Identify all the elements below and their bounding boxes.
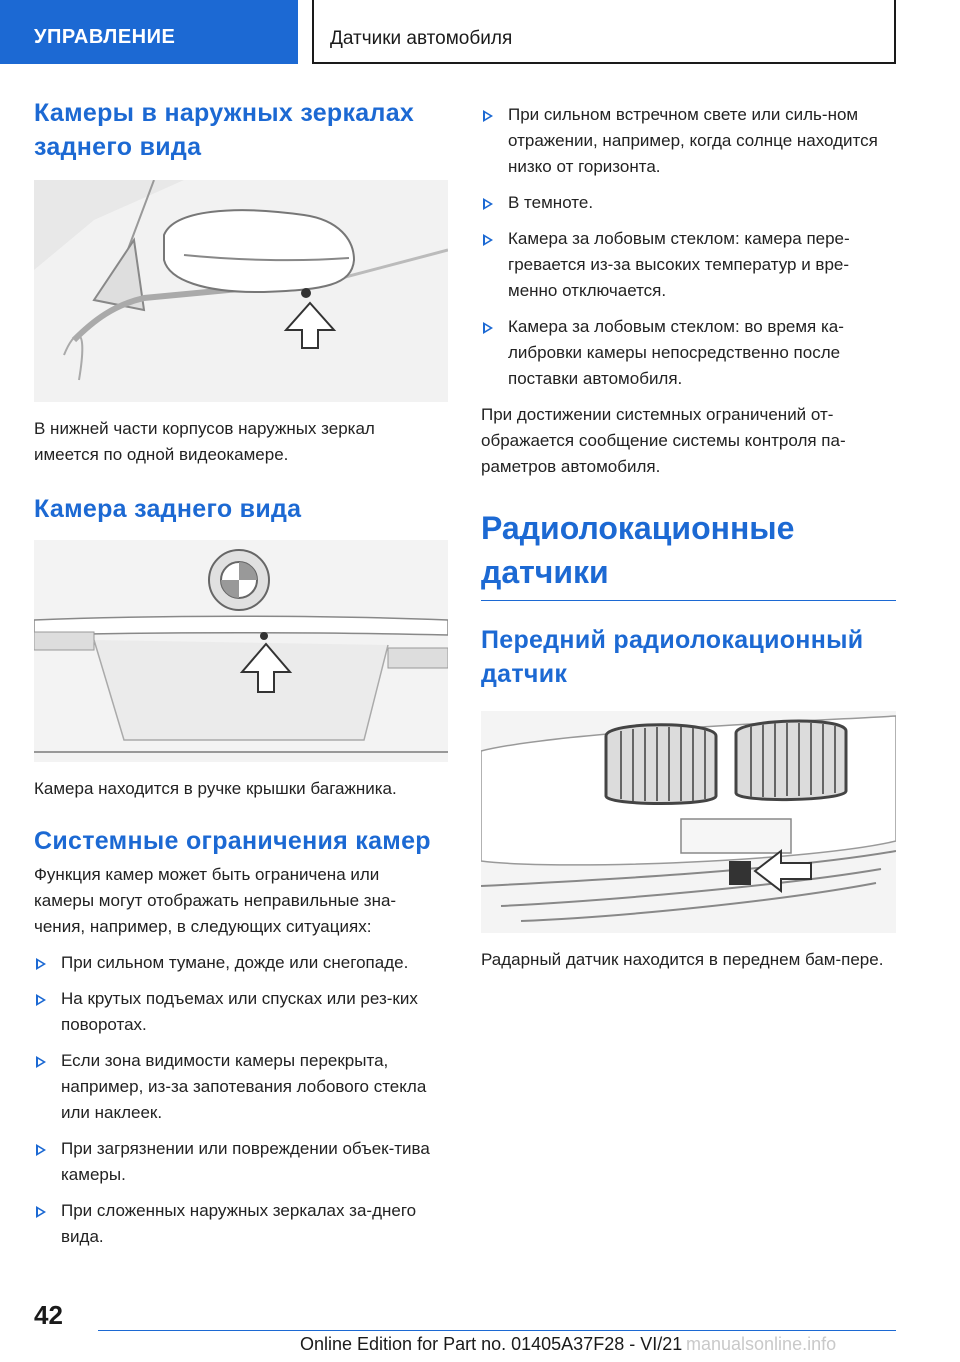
triangle-bullet-icon bbox=[483, 322, 493, 334]
header-section-label: УПРАВЛЕНИЕ bbox=[0, 0, 298, 64]
front-radar-heading: Передний радиолокационный датчик bbox=[481, 626, 864, 688]
radar-sensors-heading: Радиолокационные датчики bbox=[481, 510, 795, 590]
rear-camera-heading: Камера заднего вида bbox=[34, 495, 302, 523]
camera-limits-list-continued bbox=[481, 102, 896, 392]
list-item bbox=[481, 226, 896, 304]
triangle-bullet-icon bbox=[36, 958, 46, 970]
left-column bbox=[34, 96, 448, 1260]
list-item bbox=[34, 950, 448, 976]
list-item-text: Камера за лобовым стеклом: камера пере-гревается из-за высоких температур и вре-менно отключается. bbox=[508, 229, 850, 300]
rear-camera-illustration bbox=[34, 540, 448, 762]
triangle-bullet-icon bbox=[36, 1056, 46, 1068]
list-item bbox=[34, 1048, 448, 1126]
footer-watermark: manualsonline.info bbox=[686, 1334, 837, 1354]
list-item-text: При сложенных наружных зеркалах за-днего вида. bbox=[61, 1201, 417, 1246]
camera-limits-heading: Системные ограничения камер bbox=[34, 827, 431, 855]
list-item-text: На крутых подъемах или спусках или рез-ких поворотах. bbox=[61, 989, 418, 1034]
triangle-bullet-icon bbox=[483, 198, 493, 210]
list-item-text: Камера за лобовым стеклом: во время ка-либровки камеры непосредственно после поставки автомобиля. bbox=[508, 317, 844, 388]
list-item bbox=[34, 986, 448, 1038]
list-item-text: В темноте. bbox=[508, 193, 594, 212]
right-column bbox=[481, 102, 896, 973]
triangle-bullet-icon bbox=[483, 110, 493, 122]
front-radar-illustration bbox=[481, 711, 896, 933]
list-item bbox=[481, 190, 896, 216]
triangle-bullet-icon bbox=[36, 1144, 46, 1156]
mirror-cameras-heading: Камеры в наружных зеркалах заднего вида bbox=[34, 99, 415, 161]
list-item bbox=[34, 1198, 448, 1250]
list-item-text: Если зона видимости камеры перекрыта, например, из-за запотевания лобового стекла или наклеек. bbox=[61, 1051, 427, 1122]
rear-camera-caption: Камера находится в ручке крышки багажника. bbox=[34, 779, 397, 798]
mirror-cameras-caption: В нижней части корпусов наружных зеркал имеется по одной видеокамере. bbox=[34, 419, 375, 464]
header-chapter-title: Датчики автомобиля bbox=[312, 0, 896, 64]
camera-limits-intro: Функция камер может быть ограничена или камеры могут отображать неправильные зна-чения, например, в следующих ситуациях: bbox=[34, 865, 397, 936]
list-item bbox=[34, 1136, 448, 1188]
triangle-bullet-icon bbox=[483, 234, 493, 246]
page-number: 42 bbox=[34, 1300, 63, 1330]
list-item-text: При загрязнении или повреждении объек-тива камеры. bbox=[61, 1139, 430, 1184]
list-item bbox=[481, 314, 896, 392]
mirror-camera-illustration bbox=[34, 180, 448, 402]
section-divider bbox=[481, 600, 896, 601]
camera-limits-outro: При достижении системных ограничений от-ображается сообщение системы контроля па-раметров автомобиля. bbox=[481, 405, 846, 476]
triangle-bullet-icon bbox=[36, 994, 46, 1006]
list-item bbox=[481, 102, 896, 180]
camera-limits-list bbox=[34, 950, 448, 1250]
footer-divider bbox=[98, 1330, 896, 1331]
triangle-bullet-icon bbox=[36, 1206, 46, 1218]
footer-edition: Online Edition for Part no. 01405A37F28 - VI/21 bbox=[300, 1334, 683, 1354]
list-item-text: При сильном тумане, дожде или снегопаде. bbox=[61, 953, 409, 972]
list-item-text: При сильном встречном свете или силь-ном отражении, например, когда солнце находится низко от горизонта. bbox=[508, 105, 878, 176]
front-radar-caption: Радарный датчик находится в переднем бам-пере. bbox=[481, 950, 884, 969]
